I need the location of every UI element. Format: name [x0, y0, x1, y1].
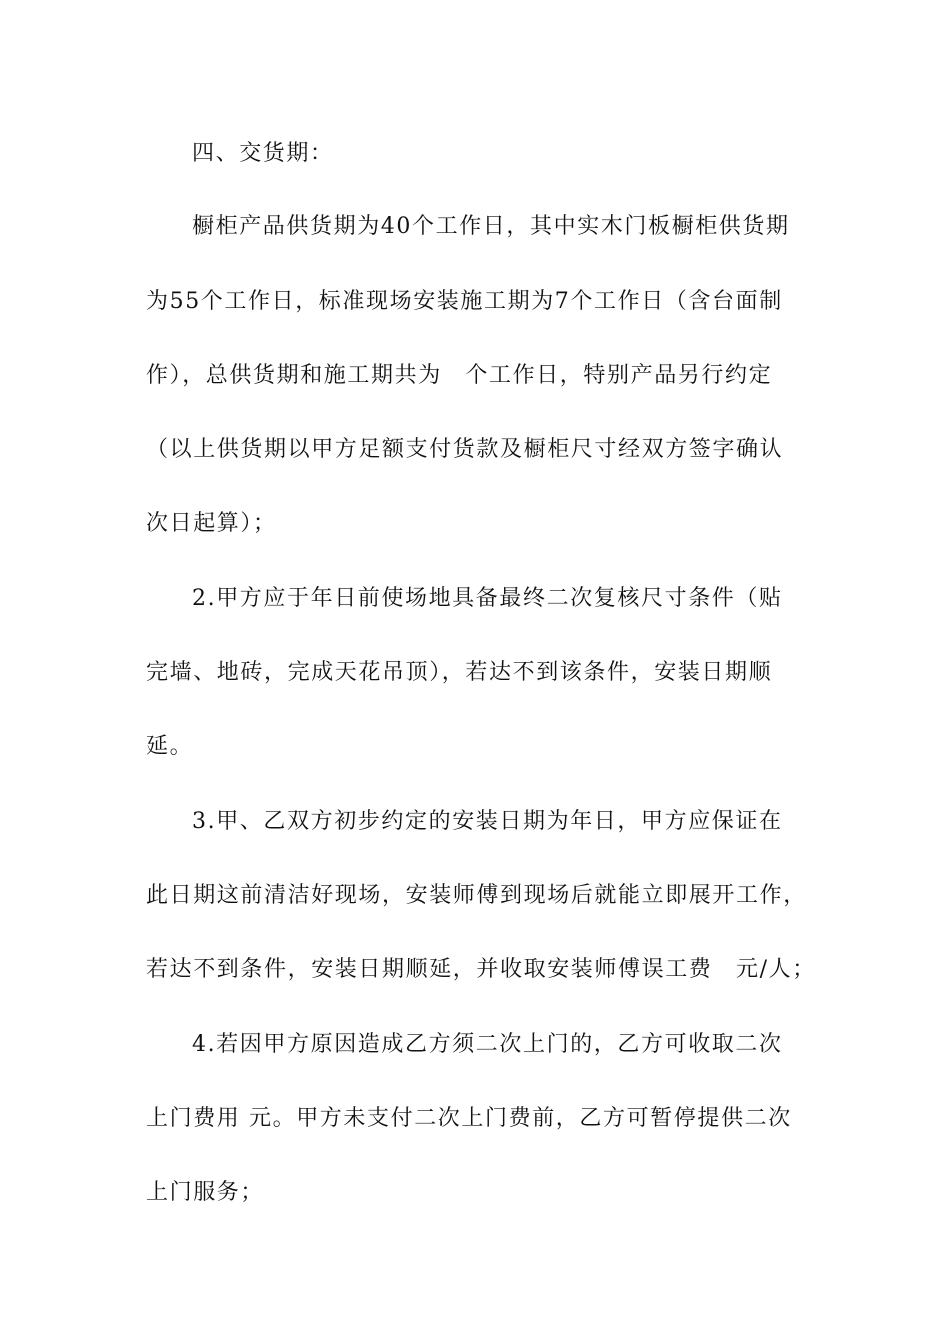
- paragraph-line: 若达不到条件，安装日期顺延，并收取安装师傅误工费 元/人；: [146, 957, 816, 982]
- paragraph-line: 上门费用 元。甲方未支付二次上门费前，乙方可暂停提供二次: [146, 1106, 792, 1131]
- paragraph-line: （以上供货期以甲方足额支付货款及橱柜尺寸经双方签字确认: [146, 437, 784, 462]
- paragraph-line: 完墙、地砖，完成天花吊顶），若达不到该条件，安装日期顺: [146, 660, 773, 685]
- section-heading: 四、交货期：: [192, 141, 334, 166]
- paragraph-line: 3.甲、乙双方初步约定的安装日期为年日，甲方应保证在: [192, 809, 783, 834]
- paragraph-line: 为55个工作日，标准现场安装施工期为7个工作日（含台面制: [146, 289, 783, 314]
- paragraph-line: 此日期这前清洁好现场，安装师傅到现场后就能立即展开工作，: [146, 883, 807, 908]
- paragraph-line: 2.甲方应于年日前使场地具备最终二次复核尺寸条件（贴: [192, 586, 783, 611]
- paragraph-line: 延。: [146, 734, 194, 759]
- paragraph-line: 4.若因甲方原因造成乙方须二次上门的，乙方可收取二次: [192, 1032, 783, 1057]
- paragraph-line: 橱柜产品供货期为40个工作日，其中实木门板橱柜供货期: [192, 214, 790, 239]
- paragraph-line: 次日起算）；: [146, 511, 277, 536]
- paragraph-line: 作），总供货期和施工期共为 个工作日，特别产品另行约定: [146, 363, 773, 388]
- paragraph-line: 上门服务；: [146, 1180, 265, 1205]
